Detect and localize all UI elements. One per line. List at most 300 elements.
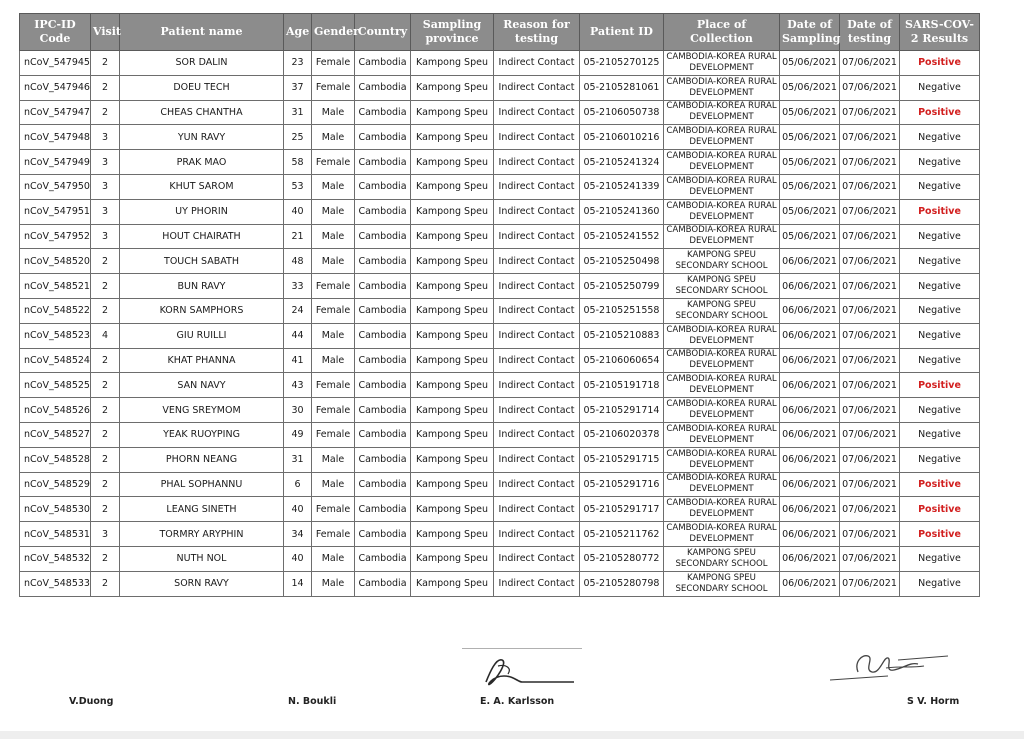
cell-ipc-id: nCoV_548532	[20, 546, 91, 571]
header-date-testing: Date of testing	[840, 14, 900, 51]
signature-area	[0, 640, 1024, 730]
cell-country: Cambodia	[355, 373, 411, 398]
cell-reason: Indirect Contact	[494, 150, 580, 175]
cell-reason: Indirect Contact	[494, 571, 580, 596]
cell-date-sampling: 06/06/2021	[780, 571, 840, 596]
results-table	[19, 13, 980, 597]
cell-place: CAMBODIA-KOREA RURAL DEVELOPMENT	[664, 497, 780, 522]
cell-place: CAMBODIA-KOREA RURAL DEVELOPMENT	[664, 348, 780, 373]
signatory-name-first: V.Duong	[69, 696, 114, 707]
cell-date-testing: 07/06/2021	[840, 447, 900, 472]
cell-patient-name: HOUT CHAIRATH	[120, 224, 284, 249]
cell-ipc-id: nCoV_547951	[20, 199, 91, 224]
cell-result: Negative	[900, 398, 980, 423]
cell-ipc-id: nCoV_548524	[20, 348, 91, 373]
cell-patient-name: DOEU TECH	[120, 75, 284, 100]
table-row	[20, 224, 980, 249]
cell-country: Cambodia	[355, 571, 411, 596]
cell-sampling-province: Kampong Speu	[411, 323, 494, 348]
cell-sampling-province: Kampong Speu	[411, 373, 494, 398]
cell-gender: Female	[312, 522, 355, 547]
cell-ipc-id: nCoV_548529	[20, 472, 91, 497]
cell-sampling-province: Kampong Speu	[411, 571, 494, 596]
cell-sampling-province: Kampong Speu	[411, 150, 494, 175]
cell-gender: Female	[312, 422, 355, 447]
cell-reason: Indirect Contact	[494, 174, 580, 199]
cell-age: 43	[284, 373, 312, 398]
cell-date-sampling: 06/06/2021	[780, 274, 840, 299]
cell-place: KAMPONG SPEU SECONDARY SCHOOL	[664, 274, 780, 299]
cell-gender: Female	[312, 75, 355, 100]
cell-country: Cambodia	[355, 125, 411, 150]
cell-date-testing: 07/06/2021	[840, 522, 900, 547]
cell-country: Cambodia	[355, 75, 411, 100]
cell-age: 40	[284, 497, 312, 522]
cell-country: Cambodia	[355, 150, 411, 175]
cell-sampling-province: Kampong Speu	[411, 125, 494, 150]
cell-gender: Female	[312, 373, 355, 398]
table-row	[20, 522, 980, 547]
cell-visit: 3	[91, 125, 120, 150]
cell-ipc-id: nCoV_548520	[20, 249, 91, 274]
cell-date-sampling: 06/06/2021	[780, 249, 840, 274]
cell-age: 37	[284, 75, 312, 100]
cell-sampling-province: Kampong Speu	[411, 51, 494, 76]
cell-result: Positive	[900, 373, 980, 398]
cell-gender: Male	[312, 199, 355, 224]
cell-sampling-province: Kampong Speu	[411, 100, 494, 125]
signatory-name-third: E. A. Karlsson	[480, 696, 555, 707]
table-row	[20, 323, 980, 348]
cell-patient-id: 05-2105241324	[580, 150, 664, 175]
cell-date-testing: 07/06/2021	[840, 323, 900, 348]
cell-patient-name: UY PHORIN	[120, 199, 284, 224]
table-row	[20, 125, 980, 150]
cell-age: 34	[284, 522, 312, 547]
cell-patient-id: 05-2105291715	[580, 447, 664, 472]
table-row	[20, 51, 980, 76]
cell-visit: 2	[91, 546, 120, 571]
table-row	[20, 75, 980, 100]
cell-date-sampling: 06/06/2021	[780, 298, 840, 323]
cell-reason: Indirect Contact	[494, 125, 580, 150]
cell-patient-id: 05-2105191718	[580, 373, 664, 398]
header-place: Place of Collection	[664, 14, 780, 51]
cell-sampling-province: Kampong Speu	[411, 447, 494, 472]
cell-patient-id: 05-2105251558	[580, 298, 664, 323]
header-patient-name: Patient name	[120, 14, 284, 51]
table-row	[20, 546, 980, 571]
cell-date-testing: 07/06/2021	[840, 472, 900, 497]
cell-age: 30	[284, 398, 312, 423]
cell-age: 53	[284, 174, 312, 199]
signatory-name-fourth: S V. Horm	[907, 696, 960, 707]
cell-sampling-province: Kampong Speu	[411, 348, 494, 373]
cell-reason: Indirect Contact	[494, 398, 580, 423]
cell-date-sampling: 06/06/2021	[780, 323, 840, 348]
cell-result: Negative	[900, 125, 980, 150]
cell-date-sampling: 06/06/2021	[780, 373, 840, 398]
cell-date-testing: 07/06/2021	[840, 199, 900, 224]
header-age: Age	[284, 14, 312, 51]
cell-gender: Male	[312, 125, 355, 150]
cell-date-sampling: 05/06/2021	[780, 150, 840, 175]
cell-result: Positive	[900, 199, 980, 224]
cell-date-testing: 07/06/2021	[840, 174, 900, 199]
cell-reason: Indirect Contact	[494, 348, 580, 373]
cell-gender: Male	[312, 249, 355, 274]
cell-patient-id: 05-2105281061	[580, 75, 664, 100]
cell-place: CAMBODIA-KOREA RURAL DEVELOPMENT	[664, 398, 780, 423]
cell-place: CAMBODIA-KOREA RURAL DEVELOPMENT	[664, 199, 780, 224]
cell-reason: Indirect Contact	[494, 447, 580, 472]
cell-date-testing: 07/06/2021	[840, 125, 900, 150]
table-row	[20, 472, 980, 497]
cell-reason: Indirect Contact	[494, 274, 580, 299]
cell-patient-name: PHORN NEANG	[120, 447, 284, 472]
cell-result: Positive	[900, 51, 980, 76]
cell-date-sampling: 05/06/2021	[780, 125, 840, 150]
cell-result: Negative	[900, 274, 980, 299]
cell-reason: Indirect Contact	[494, 51, 580, 76]
cell-visit: 3	[91, 224, 120, 249]
cell-date-testing: 07/06/2021	[840, 274, 900, 299]
table-row	[20, 298, 980, 323]
cell-patient-id: 05-2105270125	[580, 51, 664, 76]
cell-date-testing: 07/06/2021	[840, 224, 900, 249]
table-row	[20, 100, 980, 125]
cell-date-testing: 07/06/2021	[840, 348, 900, 373]
cell-reason: Indirect Contact	[494, 100, 580, 125]
cell-age: 40	[284, 546, 312, 571]
cell-result: Negative	[900, 447, 980, 472]
cell-country: Cambodia	[355, 398, 411, 423]
cell-result: Negative	[900, 422, 980, 447]
cell-visit: 3	[91, 522, 120, 547]
cell-date-testing: 07/06/2021	[840, 398, 900, 423]
cell-reason: Indirect Contact	[494, 249, 580, 274]
cell-ipc-id: nCoV_548526	[20, 398, 91, 423]
cell-patient-name: YEAK RUOYPING	[120, 422, 284, 447]
cell-date-testing: 07/06/2021	[840, 150, 900, 175]
table-row	[20, 150, 980, 175]
cell-reason: Indirect Contact	[494, 323, 580, 348]
cell-place: CAMBODIA-KOREA RURAL DEVELOPMENT	[664, 422, 780, 447]
cell-patient-name: KHUT SAROM	[120, 174, 284, 199]
cell-date-sampling: 05/06/2021	[780, 100, 840, 125]
cell-age: 6	[284, 472, 312, 497]
cell-age: 40	[284, 199, 312, 224]
cell-place: KAMPONG SPEU SECONDARY SCHOOL	[664, 298, 780, 323]
table-row	[20, 174, 980, 199]
cell-date-testing: 07/06/2021	[840, 497, 900, 522]
cell-visit: 2	[91, 298, 120, 323]
cell-visit: 2	[91, 51, 120, 76]
cell-place: CAMBODIA-KOREA RURAL DEVELOPMENT	[664, 125, 780, 150]
cell-date-sampling: 05/06/2021	[780, 224, 840, 249]
cell-ipc-id: nCoV_548523	[20, 323, 91, 348]
cell-reason: Indirect Contact	[494, 199, 580, 224]
cell-ipc-id: nCoV_547948	[20, 125, 91, 150]
cell-result: Positive	[900, 522, 980, 547]
cell-date-testing: 07/06/2021	[840, 571, 900, 596]
cell-reason: Indirect Contact	[494, 373, 580, 398]
cell-country: Cambodia	[355, 323, 411, 348]
signature-fourth	[828, 646, 952, 686]
cell-ipc-id: nCoV_548522	[20, 298, 91, 323]
cell-age: 41	[284, 348, 312, 373]
cell-ipc-id: nCoV_547949	[20, 150, 91, 175]
cell-ipc-id: nCoV_548527	[20, 422, 91, 447]
cell-sampling-province: Kampong Speu	[411, 398, 494, 423]
header-gender: Gender	[312, 14, 355, 51]
cell-date-testing: 07/06/2021	[840, 373, 900, 398]
cell-date-testing: 07/06/2021	[840, 422, 900, 447]
table-row	[20, 249, 980, 274]
cell-patient-name: PRAK MAO	[120, 150, 284, 175]
cell-patient-id: 05-2106010216	[580, 125, 664, 150]
cell-country: Cambodia	[355, 348, 411, 373]
cell-gender: Female	[312, 497, 355, 522]
cell-patient-name: KHAT PHANNA	[120, 348, 284, 373]
cell-sampling-province: Kampong Speu	[411, 199, 494, 224]
signatory-name-second: N. Boukli	[288, 696, 337, 707]
cell-date-testing: 07/06/2021	[840, 546, 900, 571]
cell-place: CAMBODIA-KOREA RURAL DEVELOPMENT	[664, 150, 780, 175]
header-reason: Reason for testing	[494, 14, 580, 51]
cell-patient-id: 05-2105280798	[580, 571, 664, 596]
cell-date-sampling: 05/06/2021	[780, 75, 840, 100]
cell-place: CAMBODIA-KOREA RURAL DEVELOPMENT	[664, 447, 780, 472]
cell-sampling-province: Kampong Speu	[411, 224, 494, 249]
cell-patient-name: NUTH NOL	[120, 546, 284, 571]
cell-age: 33	[284, 274, 312, 299]
header-sampling-province: Sampling province	[411, 14, 494, 51]
cell-patient-id: 05-2106020378	[580, 422, 664, 447]
cell-result: Negative	[900, 174, 980, 199]
table-row	[20, 497, 980, 522]
cell-visit: 2	[91, 422, 120, 447]
cell-gender: Male	[312, 447, 355, 472]
cell-country: Cambodia	[355, 174, 411, 199]
cell-visit: 2	[91, 348, 120, 373]
cell-country: Cambodia	[355, 274, 411, 299]
cell-reason: Indirect Contact	[494, 546, 580, 571]
cell-ipc-id: nCoV_548530	[20, 497, 91, 522]
cell-reason: Indirect Contact	[494, 298, 580, 323]
cell-patient-name: YUN RAVY	[120, 125, 284, 150]
cell-result: Negative	[900, 348, 980, 373]
cell-ipc-id: nCoV_547952	[20, 224, 91, 249]
cell-patient-name: BUN RAVY	[120, 274, 284, 299]
table-body	[20, 51, 980, 597]
table-row	[20, 348, 980, 373]
cell-patient-name: SOR DALIN	[120, 51, 284, 76]
cell-reason: Indirect Contact	[494, 224, 580, 249]
cell-gender: Male	[312, 472, 355, 497]
cell-ipc-id: nCoV_547947	[20, 100, 91, 125]
cell-reason: Indirect Contact	[494, 522, 580, 547]
cell-sampling-province: Kampong Speu	[411, 546, 494, 571]
cell-visit: 2	[91, 100, 120, 125]
cell-place: CAMBODIA-KOREA RURAL DEVELOPMENT	[664, 373, 780, 398]
cell-date-sampling: 05/06/2021	[780, 199, 840, 224]
cell-place: CAMBODIA-KOREA RURAL DEVELOPMENT	[664, 75, 780, 100]
cell-patient-id: 05-2106060654	[580, 348, 664, 373]
cell-patient-name: CHEAS CHANTHA	[120, 100, 284, 125]
cell-gender: Male	[312, 174, 355, 199]
cell-date-testing: 07/06/2021	[840, 75, 900, 100]
cell-patient-name: GIU RUILLI	[120, 323, 284, 348]
cell-patient-id: 05-2105291717	[580, 497, 664, 522]
table-row	[20, 571, 980, 596]
cell-age: 25	[284, 125, 312, 150]
cell-reason: Indirect Contact	[494, 422, 580, 447]
cell-patient-name: TOUCH SABATH	[120, 249, 284, 274]
cell-visit: 2	[91, 249, 120, 274]
cell-patient-id: 05-2105250799	[580, 274, 664, 299]
cell-ipc-id: nCoV_547950	[20, 174, 91, 199]
header-date-sampling: Date of Sampling	[780, 14, 840, 51]
cell-country: Cambodia	[355, 472, 411, 497]
cell-place: CAMBODIA-KOREA RURAL DEVELOPMENT	[664, 100, 780, 125]
cell-date-sampling: 06/06/2021	[780, 472, 840, 497]
cell-gender: Male	[312, 348, 355, 373]
cell-ipc-id: nCoV_548533	[20, 571, 91, 596]
cell-result: Negative	[900, 298, 980, 323]
cell-visit: 4	[91, 323, 120, 348]
cell-age: 44	[284, 323, 312, 348]
cell-date-sampling: 06/06/2021	[780, 546, 840, 571]
cell-age: 23	[284, 51, 312, 76]
cell-patient-id: 05-2105291714	[580, 398, 664, 423]
cell-visit: 3	[91, 174, 120, 199]
cell-patient-id: 05-2105291716	[580, 472, 664, 497]
table-row	[20, 447, 980, 472]
cell-ipc-id: nCoV_548525	[20, 373, 91, 398]
table-row	[20, 373, 980, 398]
cell-gender: Female	[312, 274, 355, 299]
cell-date-sampling: 06/06/2021	[780, 398, 840, 423]
cell-patient-id: 05-2105241552	[580, 224, 664, 249]
table-row	[20, 274, 980, 299]
cell-result: Negative	[900, 150, 980, 175]
cell-country: Cambodia	[355, 546, 411, 571]
cell-place: KAMPONG SPEU SECONDARY SCHOOL	[664, 249, 780, 274]
table-header-row	[20, 14, 980, 51]
cell-visit: 2	[91, 274, 120, 299]
cell-sampling-province: Kampong Speu	[411, 174, 494, 199]
header-result: SARS-COV-2 Results	[900, 14, 980, 51]
cell-visit: 2	[91, 497, 120, 522]
cell-country: Cambodia	[355, 100, 411, 125]
cell-patient-id: 05-2105250498	[580, 249, 664, 274]
cell-patient-id: 05-2105241339	[580, 174, 664, 199]
cell-country: Cambodia	[355, 199, 411, 224]
cell-result: Negative	[900, 75, 980, 100]
cell-result: Negative	[900, 323, 980, 348]
cell-date-sampling: 06/06/2021	[780, 447, 840, 472]
cell-date-sampling: 06/06/2021	[780, 422, 840, 447]
header-country: Country	[355, 14, 411, 51]
cell-visit: 2	[91, 447, 120, 472]
cell-place: CAMBODIA-KOREA RURAL DEVELOPMENT	[664, 174, 780, 199]
cell-country: Cambodia	[355, 298, 411, 323]
cell-visit: 2	[91, 472, 120, 497]
cell-visit: 2	[91, 571, 120, 596]
cell-gender: Male	[312, 224, 355, 249]
cell-age: 49	[284, 422, 312, 447]
cell-reason: Indirect Contact	[494, 497, 580, 522]
cell-sampling-province: Kampong Speu	[411, 75, 494, 100]
cell-reason: Indirect Contact	[494, 472, 580, 497]
cell-result: Positive	[900, 100, 980, 125]
cell-country: Cambodia	[355, 447, 411, 472]
cell-gender: Male	[312, 546, 355, 571]
cell-gender: Female	[312, 298, 355, 323]
cell-date-sampling: 06/06/2021	[780, 497, 840, 522]
cell-place: CAMBODIA-KOREA RURAL DEVELOPMENT	[664, 472, 780, 497]
cell-date-sampling: 06/06/2021	[780, 348, 840, 373]
cell-gender: Female	[312, 398, 355, 423]
cell-age: 58	[284, 150, 312, 175]
cell-place: CAMBODIA-KOREA RURAL DEVELOPMENT	[664, 323, 780, 348]
signature-line-third	[462, 648, 582, 649]
cell-sampling-province: Kampong Speu	[411, 472, 494, 497]
cell-patient-name: SORN RAVY	[120, 571, 284, 596]
cell-place: KAMPONG SPEU SECONDARY SCHOOL	[664, 571, 780, 596]
cell-ipc-id: nCoV_548531	[20, 522, 91, 547]
cell-patient-name: VENG SREYMOM	[120, 398, 284, 423]
cell-result: Negative	[900, 249, 980, 274]
cell-sampling-province: Kampong Speu	[411, 249, 494, 274]
table-row	[20, 199, 980, 224]
cell-age: 31	[284, 447, 312, 472]
cell-patient-id: 05-2105211762	[580, 522, 664, 547]
table-row	[20, 422, 980, 447]
cell-patient-id: 05-2105210883	[580, 323, 664, 348]
cell-place: KAMPONG SPEU SECONDARY SCHOOL	[664, 546, 780, 571]
cell-country: Cambodia	[355, 422, 411, 447]
cell-date-testing: 07/06/2021	[840, 100, 900, 125]
cell-patient-name: SAN NAVY	[120, 373, 284, 398]
cell-visit: 2	[91, 373, 120, 398]
cell-age: 48	[284, 249, 312, 274]
cell-age: 21	[284, 224, 312, 249]
cell-country: Cambodia	[355, 249, 411, 274]
cell-ipc-id: nCoV_547946	[20, 75, 91, 100]
cell-reason: Indirect Contact	[494, 75, 580, 100]
cell-age: 31	[284, 100, 312, 125]
cell-patient-id: 05-2105280772	[580, 546, 664, 571]
cell-country: Cambodia	[355, 522, 411, 547]
cell-gender: Male	[312, 100, 355, 125]
page-bottom-band	[0, 731, 1024, 739]
cell-country: Cambodia	[355, 224, 411, 249]
cell-sampling-province: Kampong Speu	[411, 522, 494, 547]
cell-date-testing: 07/06/2021	[840, 298, 900, 323]
cell-sampling-province: Kampong Speu	[411, 497, 494, 522]
cell-ipc-id: nCoV_548521	[20, 274, 91, 299]
cell-date-sampling: 05/06/2021	[780, 174, 840, 199]
cell-country: Cambodia	[355, 51, 411, 76]
cell-patient-name: KORN SAMPHORS	[120, 298, 284, 323]
cell-country: Cambodia	[355, 497, 411, 522]
cell-age: 24	[284, 298, 312, 323]
cell-result: Negative	[900, 571, 980, 596]
cell-date-testing: 07/06/2021	[840, 51, 900, 76]
header-patient-id: Patient ID	[580, 14, 664, 51]
